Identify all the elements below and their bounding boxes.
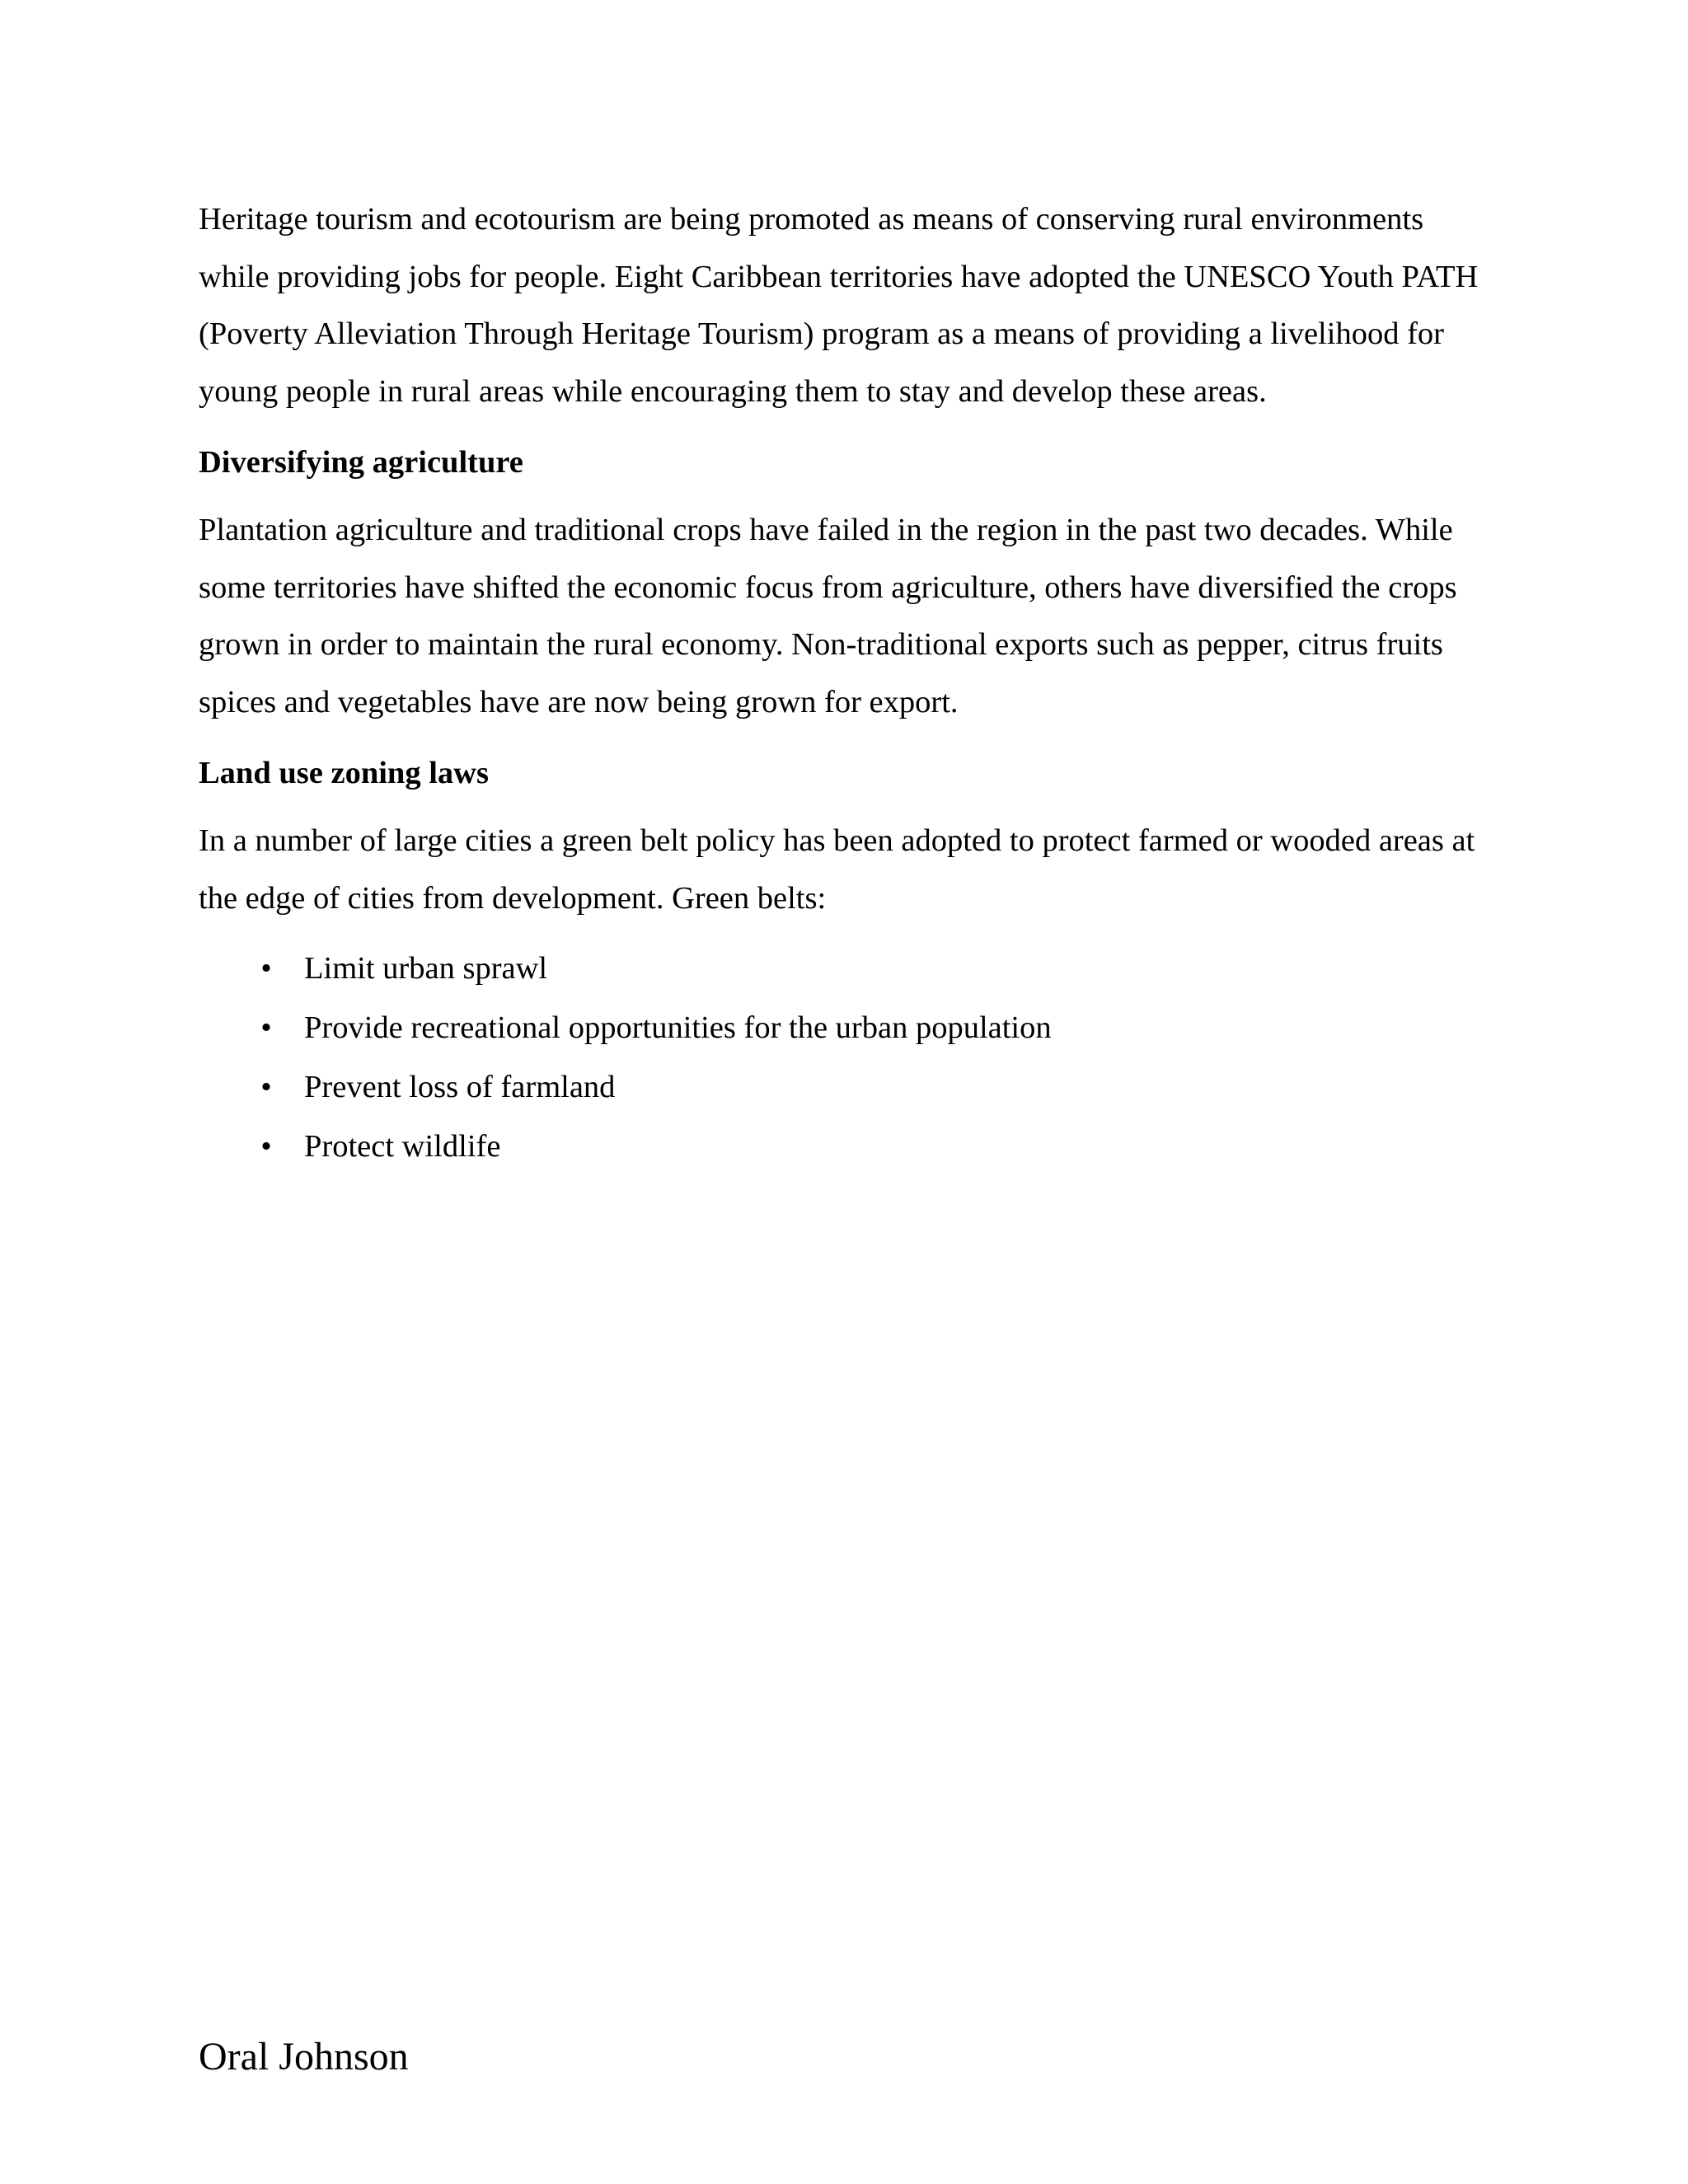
paragraph-green-belt-policy: In a number of large cities a green belt policy has been adopted to protect farmed or wooded areas at the edge of cities from development. Green belts: bbox=[199, 823, 1475, 916]
list-item bbox=[199, 998, 1501, 1057]
paragraph-diversifying-agriculture: Plantation agriculture and traditional crops have failed in the region in the past two decades. While some territories have shifted the economic focus from agriculture, others have diversified the crops grown in order to maintain the rural economy. Non-traditional exports such as pepper, citrus fruits spices and vegetables have are now being grown for export. bbox=[199, 513, 1457, 719]
list-item-text: Prevent loss of farmland bbox=[304, 1070, 616, 1104]
footer-author-name: Oral Johnson bbox=[199, 2035, 409, 2079]
list-item bbox=[199, 1057, 1501, 1117]
bullet-icon: • bbox=[260, 1070, 272, 1104]
list-item bbox=[199, 1117, 1501, 1176]
list-item-text: Limit urban sprawl bbox=[304, 951, 548, 986]
list-item-text: Provide recreational opportunities for the urban population bbox=[304, 1010, 1052, 1045]
list-item bbox=[199, 939, 1501, 998]
heading-diversifying-agriculture: Diversifying agriculture bbox=[199, 445, 523, 480]
bullet-icon: • bbox=[260, 1010, 272, 1045]
document-body bbox=[199, 191, 1501, 1176]
bullet-icon: • bbox=[260, 1129, 272, 1164]
paragraph-heritage-tourism: Heritage tourism and ecotourism are being promoted as means of conserving rural environments while providing jobs for people. Eight Caribbean territories have adopted the UNESCO Youth PATH (Poverty Alleviation Through Heritage Tourism) program as a means of providing a livelihood for young people in rural areas while encouraging them to stay and develop these areas. bbox=[199, 202, 1479, 409]
heading-land-use-zoning: Land use zoning laws bbox=[199, 756, 489, 790]
green-belt-benefits-list bbox=[199, 939, 1501, 1176]
list-item-text: Protect wildlife bbox=[304, 1129, 501, 1164]
bullet-icon: • bbox=[260, 951, 272, 986]
